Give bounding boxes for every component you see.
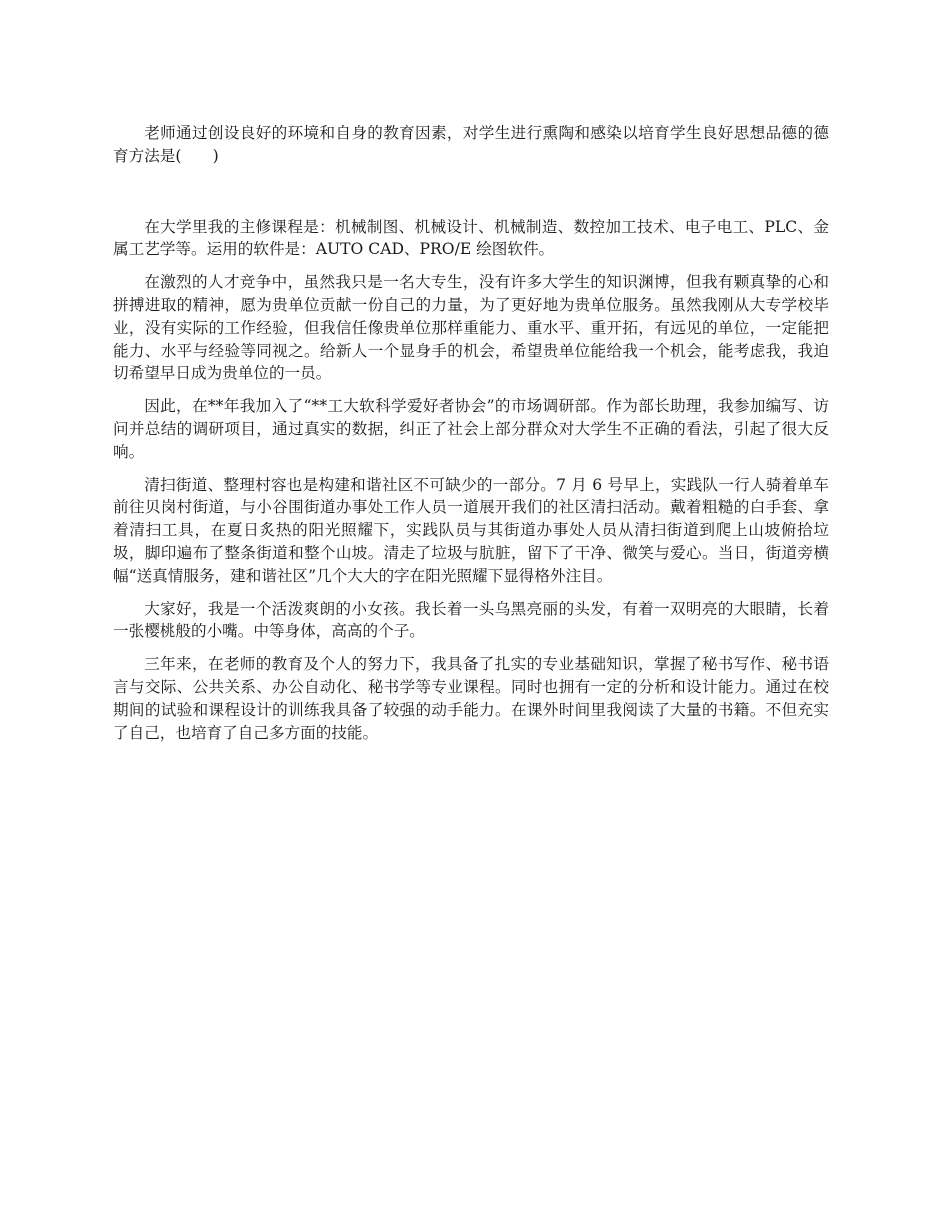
paragraph-association: 因此，在**年我加入了“**工大软科学爱好者协会”的市场调研部。作为部长助理，我参加编写、访问并总结的调研项目，通过真实的数据，纠正了社会上部分群众对大学生不正确的看法，引起了很大反响。	[113, 397, 829, 461]
blank-space	[113, 168, 829, 216]
question-paragraph: 老师通过创设良好的环境和自身的教育因素，对学生进行熏陶和感染以培育学生良好思想品德的德育方法是( )	[113, 124, 829, 165]
paragraph-competition: 在激烈的人才竞争中，虽然我只是一名大专生，没有许多大学生的知识渊博，但我有颗真挚的心和拼搏进取的精神，愿为贵单位贡献一份自己的力量，为了更好地为贵单位服务。虽然我刚从大专学校毕业，没有实际的工作经验，但我信任像贵单位那样重能力、重水平、重开拓，有远见的单位，一定能把能力、水平与经验等同视之。给新人一个显身手的机会，希望贵单位能给我一个机会，能考虑我，我迫切希望早日成为贵单位的一员。	[113, 273, 829, 383]
document-body	[113, 122, 829, 754]
paragraph-courses: 在大学里我的主修课程是：机械制图、机械设计、机械制造、数控加工技术、电子电工、PLC、金属工艺学等。运用的软件是：AUTO CAD、PRO/E 绘图软件。	[113, 217, 829, 259]
paragraph-community-cleanup: 清扫街道、整理村容也是构建和谐社区不可缺少的一部分。7 月 6 号早上，实践队一行人骑着单车前往贝岗村街道，与小谷围街道办事处工作人员一道展开我们的社区清扫活动。戴着粗糙的白手套、拿着清扫工具，在夏日炙热的阳光照耀下，实践队员与其街道办事处人员从清扫街道到爬上山坡俯拾垃圾，脚印遍布了整条街道和整个山坡。清走了垃圾与肮脏，留下了干净、微笑与爱心。当日，街道旁横幅“送真情服务，建和谐社区”几个大大的字在阳光照耀下显得格外注目。	[113, 475, 829, 585]
paragraph-self-intro: 大家好，我是一个活泼爽朗的小女孩。我长着一头乌黑亮丽的头发，有着一双明亮的大眼睛，长着一张樱桃般的小嘴。中等身体，高高的个子。	[113, 599, 829, 641]
paragraph-three-years: 三年来，在老师的教育及个人的努力下，我具备了扎实的专业基础知识，掌握了秘书写作、秘书语言与交际、公共关系、办公自动化、秘书学等专业课程。同时也拥有一定的分析和设计能力。通过在校期间的试验和课程设计的训练我具备了较强的动手能力。在课外时间里我阅读了大量的书籍。不但充实了自己，也培育了自己多方面的技能。	[113, 655, 829, 742]
